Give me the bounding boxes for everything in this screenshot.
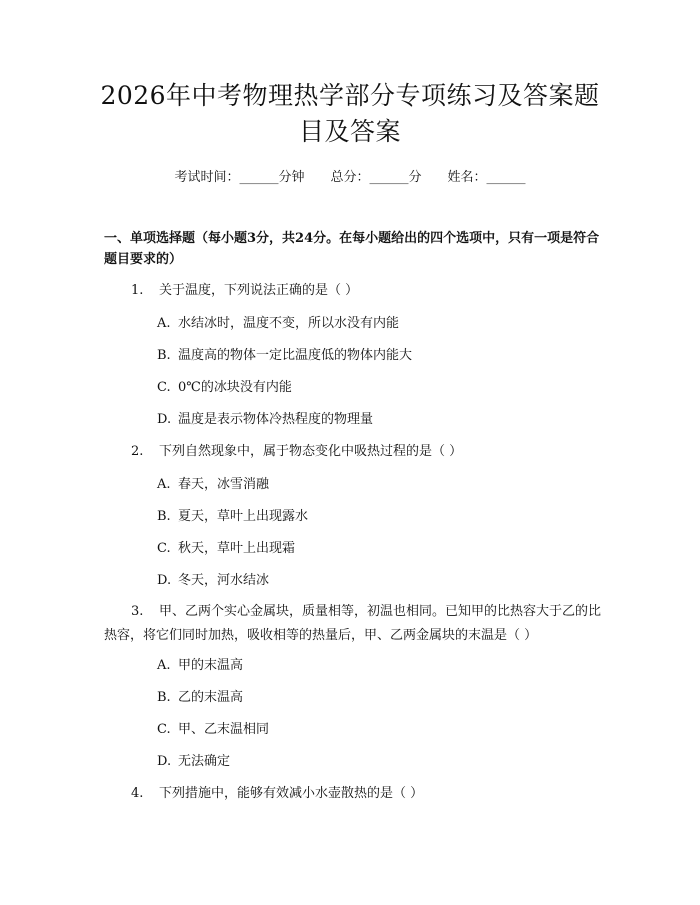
option-letter: C. xyxy=(157,722,171,737)
option-text: 0℃的冰块没有内能 xyxy=(178,380,292,395)
option-3b xyxy=(157,688,243,708)
exam-time-blank: ______ xyxy=(239,170,279,185)
question-4 xyxy=(131,784,423,804)
question-text: 下列自然现象中，属于物态变化中吸热过程的是（ ） xyxy=(159,444,463,459)
option-letter: C. xyxy=(157,541,171,556)
option-letter: D. xyxy=(157,754,172,769)
option-text: 甲、乙末温相同 xyxy=(178,722,270,737)
total-score-label: 总分： xyxy=(330,170,370,185)
document-title: 2026年中考物理热学部分专项练习及答案题目及答案 xyxy=(100,81,600,146)
exam-time-label: 考试时间： xyxy=(174,170,240,185)
option-letter: B. xyxy=(157,690,171,705)
option-1b xyxy=(157,346,412,366)
option-letter: C. xyxy=(157,380,171,395)
exam-info-line xyxy=(0,168,700,188)
option-letter: B. xyxy=(157,509,171,524)
section-heading: 一、单项选择题（每小题3分，共24分。在每小题给出的四个选项中，只有一项是符合题目要求的） xyxy=(104,231,600,267)
option-2b xyxy=(157,507,308,527)
option-text: 春天，冰雪消融 xyxy=(178,477,270,492)
option-1a xyxy=(157,314,399,334)
option-letter: B. xyxy=(157,348,171,363)
option-1c xyxy=(157,378,292,398)
question-text: 关于温度，下列说法正确的是（ ） xyxy=(159,283,359,298)
option-letter: A. xyxy=(157,477,171,492)
exam-time-unit: 分钟 xyxy=(278,170,305,185)
option-2d xyxy=(157,571,269,591)
option-text: 冬天，河水结冰 xyxy=(178,573,270,588)
option-letter: D. xyxy=(157,573,172,588)
option-letter: A. xyxy=(157,658,171,673)
total-score-unit: 分 xyxy=(408,170,422,185)
option-text: 夏天，草叶上出现露水 xyxy=(178,509,309,524)
student-name-label: 姓名： xyxy=(447,170,487,185)
question-number: 1. xyxy=(131,283,144,298)
question-number: 4. xyxy=(131,786,144,801)
option-3a xyxy=(157,656,243,676)
option-text: 乙的末温高 xyxy=(178,690,244,705)
question-number: 3. xyxy=(131,604,144,619)
question-number: 2. xyxy=(131,444,144,459)
option-text: 水结冰时，温度不变，所以水没有内能 xyxy=(178,316,400,331)
option-text: 温度是表示物体冷热程度的物理量 xyxy=(178,412,374,427)
question-text: 下列措施中，能够有效减小水壶散热的是（ ） xyxy=(159,786,424,801)
option-text: 秋天，草叶上出现霜 xyxy=(178,541,296,556)
question-text: 甲、乙两个实心金属块，质量相等，初温也相同。已知甲的比热容大于乙的比热容，将它们同时加热，吸收相等的热量后，甲、乙两金属块的末温是（ ） xyxy=(104,604,602,643)
option-1d xyxy=(157,410,373,430)
option-letter: D. xyxy=(157,412,172,427)
option-2c xyxy=(157,539,295,559)
question-2 xyxy=(131,442,462,462)
option-text: 甲的末温高 xyxy=(178,658,244,673)
option-3d xyxy=(157,752,230,772)
option-3c xyxy=(157,720,269,740)
option-text: 温度高的物体一定比温度低的物体内能大 xyxy=(178,348,413,363)
student-name-blank: ______ xyxy=(486,170,526,185)
option-text: 无法确定 xyxy=(178,754,231,769)
total-score-blank: ______ xyxy=(369,170,409,185)
question-3 xyxy=(104,600,604,648)
option-2a xyxy=(157,475,269,495)
option-letter: A. xyxy=(157,316,171,331)
question-1 xyxy=(131,281,358,301)
